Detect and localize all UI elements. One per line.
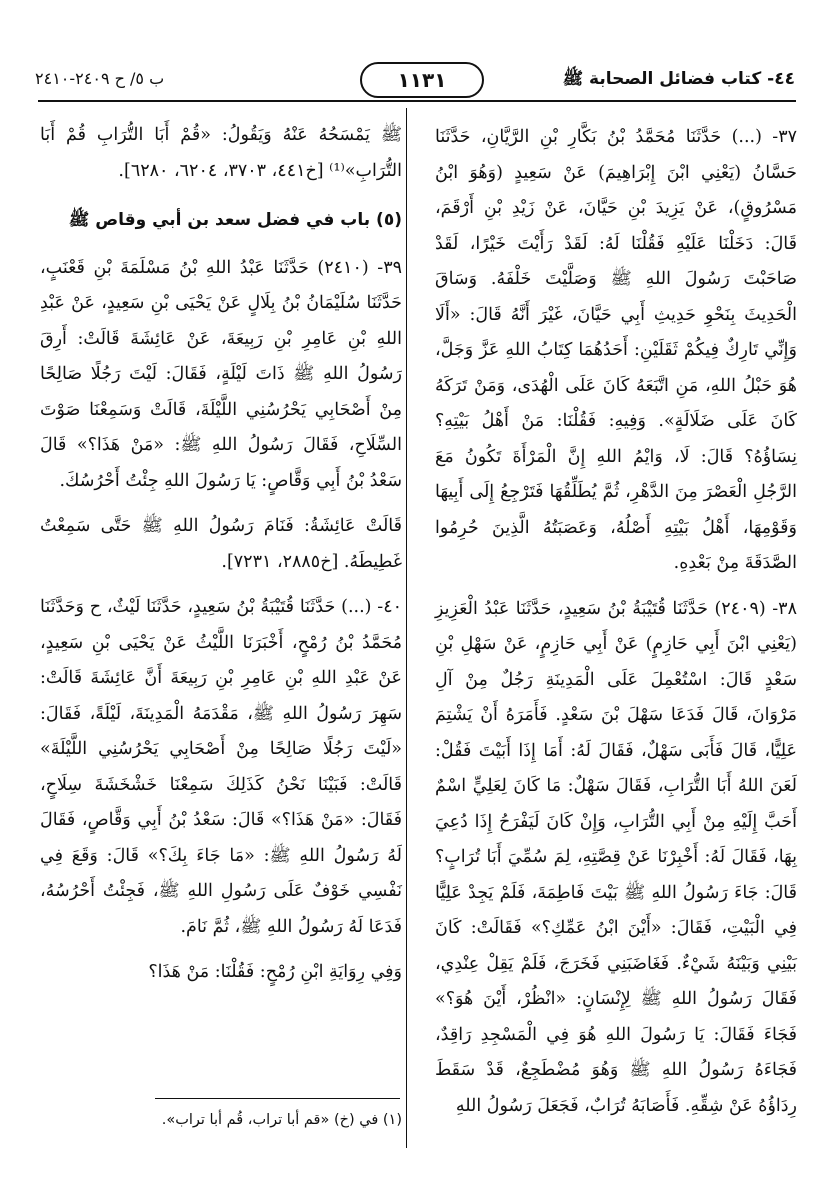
page-number: ١١٣١	[360, 62, 484, 98]
ibn-rumh-narration: وَفِي رِوَايَةِ ابْنِ رُمْحٍ: فَقُلْنَا: مَنْ هَذَا؟	[148, 962, 402, 982]
aisha-narration: قَالَتْ عَائِشَةُ: فَنَامَ رَسُولُ اللهِ ﷺ حَتَّى سَمِعْتُ غَطِيطَهُ. [خ٢٨٨٥، ٧٢٣١].	[40, 516, 402, 572]
column-divider	[406, 108, 407, 1148]
hadith-40: ٤٠- (...) حَدَّثَنَا قُتَيْبَةُ بْنُ سَعِيدٍ، حَدَّثَنَا لَيْثٌ، ح وَحَدَّثَنَا مُحَمَّدُ بْنُ رُمْحٍ، أَخْبَرَنَا اللَّيْثُ عَنْ يَحْيَى بْنِ سَعِيدٍ، عَنْ عَبْدِ اللهِ بْنِ عَامِرِ بْنِ رَبِيعَةَ أَنَّ عَائِشَةَ قَالَتْ: سَهِرَ رَسُولُ اللهِ ﷺ، مَقْدَمَهُ الْمَدِينَةَ، لَيْلَةً، فَقَالَ: «لَيْتَ رَجُلًا صَالِحًا مِنْ أَصْحَابِي يَحْرُسُنِي اللَّيْلَةَ» قَالَتْ: فَبَيْنَا نَحْنُ كَذَلِكَ سَمِعْنَا خَشْخَشَةَ سِلَاحٍ، فَقَالَ: «مَنْ هَذَا؟» قَالَ: سَعْدُ بْنُ أَبِي وَقَّاصٍ، فَقَالَ لَهُ رَسُولُ اللهِ ﷺ: «مَا جَاءَ بِكَ؟» قَالَ: وَقَعَ فِي نَفْسِي خَوْفٌ عَلَى رَسُولِ اللهِ ﷺ، فَجِئْتُ أَحْرُسُهُ، فَدَعَا لَهُ رَسُولُ اللهِ ﷺ، ثُمَّ نَامَ.	[40, 597, 403, 937]
header-rule	[38, 100, 796, 102]
footnote: (١) في (خ) «قم أبا تراب، قُم أبا تراب».	[161, 1112, 402, 1128]
hadith-37: ٣٧- (...) حَدَّثَنَا مُحَمَّدُ بْنُ بَكَّارِ بْنِ الرَّيَّانِ، حَدَّثَنَا حَسَّانُ (يَعْنِي ابْنَ إِبْرَاهِيمَ) عَنْ سَعِيدٍ (وَهُوَ ابْنُ مَسْرُوقٍ)، عَنْ يَزِيدَ بْنِ حَيَّانَ، عَنْ زَيْدِ بْنِ أَرْقَمَ، قَالَ: دَخَلْنَا عَلَيْهِ فَقُلْنَا لَهُ: لَقَدْ رَأَيْتَ خَيْرًا، لَقَدْ صَاحَبْتَ رَسُولَ اللهِ ﷺ وَصَلَّيْتَ خَلْفَهُ. وَسَاقَ الْحَدِيثَ بِنَحْوِ حَدِيثِ أَبِي حَيَّانَ، غَيْرَ أَنَّهُ قَالَ: «أَلَا وَإِنِّي تَارِكٌ فِيكُمْ ثَقَلَيْنِ: أَحَدُهُمَا كِتَابُ اللهِ عَزَّ وَجَلَّ، هُوَ حَبْلُ اللهِ، مَنِ اتَّبَعَهُ كَانَ عَلَى الْهُدَى، وَمَنْ تَرَكَهُ كَانَ عَلَى ضَلَالَةٍ». وَفِيهِ: فَقُلْنَا: مَنْ أَهْلُ بَيْتِهِ؟ نِسَاؤُهُ؟ قَالَ: لَا، وَايْمُ اللهِ إِنَّ الْمَرْأَةَ تَكُونُ مَعَ الرَّجُلِ الْعَصْرَ مِنَ الدَّهْرِ، ثُمَّ يُطَلِّقُهَا فَتَرْجِعُ إِلَى أَبِيهَا وَقَوْمِهَا، أَهْلُ بَيْتِهِ أَصْلُهُ، وَعَصَبَتُهُ الَّذِينَ حُرِمُوا الصَّدَقَةَ مِنْ بَعْدِهِ.	[435, 127, 797, 573]
hadith-38-continuation: ﷺ يَمْسَحُهُ عَنْهُ وَيَقُولُ: «قُمْ أَبَا التُّرَابِ قُمْ أَبَا التُّرَابِ»⁽¹⁾ [خ٤٤١، ٣٧٠٣، ٦٢٠٤، ٦٢٨٠].	[40, 125, 402, 181]
left-column	[40, 118, 402, 997]
page-header	[35, 62, 795, 98]
hadith-38: ٣٨- (٢٤٠٩) حَدَّثَنَا قُتَيْبَةُ بْنُ سَعِيدٍ، حَدَّثَنَا عَبْدُ الْعَزِيزِ (يَعْنِي ابْنَ أَبِي حَازِمٍ) عَنْ أَبِي حَازِمٍ، عَنْ سَهْلِ بْنِ سَعْدٍ قَالَ: اسْتُعْمِلَ عَلَى الْمَدِينَةِ رَجُلٌ مِنْ آلِ مَرْوَانَ، قَالَ فَدَعَا سَهْلَ بْنَ سَعْدٍ. فَأَمَرَهُ أَنْ يَشْتِمَ عَلِيًّا، قَالَ فَأَبَى سَهْلٌ، فَقَالَ لَهُ: أَمَا إِذَا أَبَيْتَ فَقُلْ: لَعَنَ اللهُ أَبَا التُّرَابِ، فَقَالَ سَهْلٌ: مَا كَانَ لِعَلِيٍّ اسْمٌ أَحَبَّ إِلَيْهِ مِنْ أَبِي التُّرَابِ، وَإِنْ كَانَ لَيَفْرَحُ إِذَا دُعِيَ بِهَا، فَقَالَ لَهُ: أَخْبِرْنَا عَنْ قِصَّتِهِ، لِمَ سُمِّيَ أَبَا تُرَابٍ؟ قَالَ: جَاءَ رَسُولُ اللهِ ﷺ بَيْتَ فَاطِمَةَ، فَلَمْ يَجِدْ عَلِيًّا فِي الْبَيْتِ، فَقَالَ: «أَيْنَ ابْنُ عَمِّكِ؟» فَقَالَتْ: كَانَ بَيْنِي وَبَيْنَهُ شَيْءٌ. فَغَاضَبَنِي فَخَرَجَ، فَلَمْ يَقِلْ عِنْدِي، فَقَالَ رَسُولُ اللهِ ﷺ لِإِنْسَانٍ: «انْظُرْ، أَيْنَ هُوَ؟» فَجَاءَ فَقَالَ: يَا رَسُولَ اللهِ هُوَ فِي الْمَسْجِدِ رَاقِدٌ، فَجَاءَهُ رَسُولُ اللهِ ﷺ وَهُوَ مُضْطَجِعٌ، قَدْ سَقَطَ رِدَاؤُهُ عَنْ شِقِّهِ. فَأَصَابَهُ تُرَابٌ، فَجَعَلَ رَسُولُ اللهِ	[435, 598, 797, 1116]
footnote-rule	[155, 1098, 400, 1099]
header-hadith-range: ب ٥/ ح ٢٤٠٩-٢٤١٠	[35, 69, 165, 88]
right-column	[435, 120, 797, 1130]
chapter-heading: (٥) باب في فضل سعد بن أبي وقاص ﷺ	[68, 210, 402, 230]
hadith-39: ٣٩- (٢٤١٠) حَدَّثَنَا عَبْدُ اللهِ بْنُ مَسْلَمَةَ بْنِ قَعْنَبٍ، حَدَّثَنَا سُلَيْمَانُ بْنُ بِلَالٍ عَنْ يَحْيَى بْنِ سَعِيدٍ، عَنْ عَبْدِ اللهِ بْنِ عَامِرِ بْنِ رَبِيعَةَ، عَنْ عَائِشَةَ قَالَتْ: أَرِقَ رَسُولُ اللهِ ﷺ ذَاتَ لَيْلَةٍ، فَقَالَ: لَيْتَ رَجُلًا صَالِحًا مِنْ أَصْحَابِي يَحْرُسُنِي اللَّيْلَةَ، قَالَتْ وَسَمِعْنَا صَوْتَ السِّلَاحِ، فَقَالَ رَسُولُ اللهِ ﷺ: «مَنْ هَذَا؟» قَالَ سَعْدُ بْنُ أَبِي وَقَّاصٍ: يَا رَسُولَ اللهِ جِئْتُ أَحْرُسُكَ.	[40, 257, 402, 491]
header-chapter-title: ٤٤- كتاب فضائل الصحابة ﷺ	[562, 69, 795, 89]
